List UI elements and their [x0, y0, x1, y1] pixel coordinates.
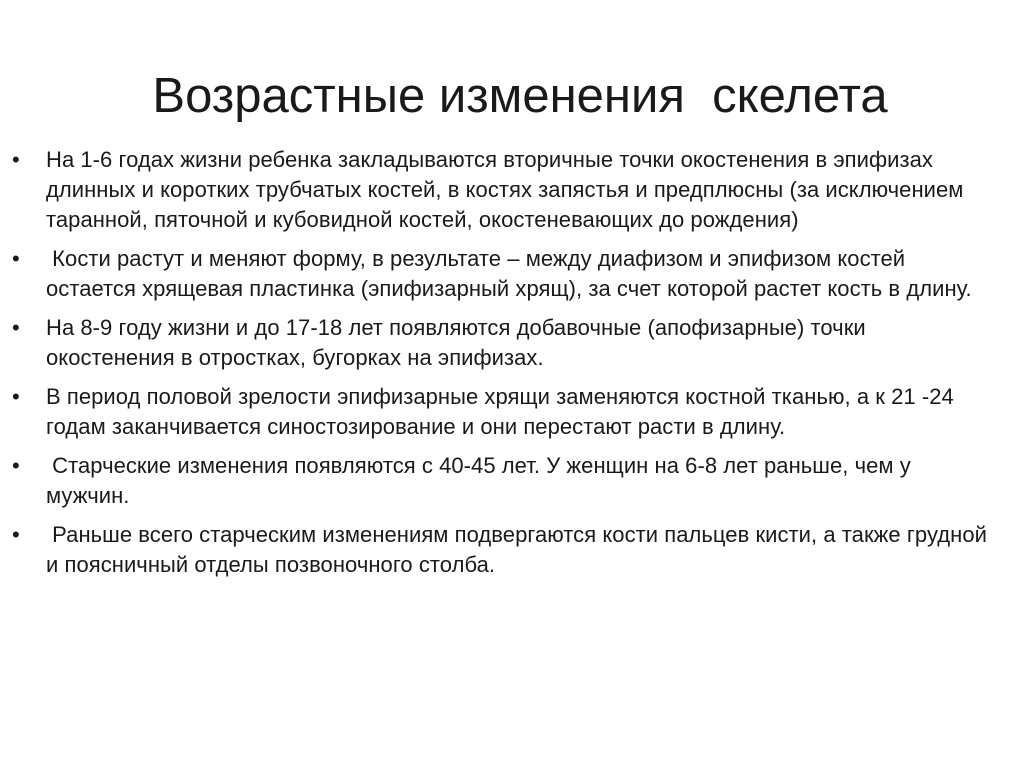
- bullet-icon: •: [12, 522, 20, 547]
- bullet-icon: •: [12, 384, 20, 409]
- slide-title: Возрастные изменения скелета: [152, 69, 888, 123]
- list-item: [12, 244, 997, 304]
- bullet-text: Кости растут и меняют форму, в результате – между диафизом и эпифизом костей остается хрящевая пластинка (эпифизарный хрящ), за счет которой растет кость в длину.: [46, 246, 972, 301]
- list-item: [12, 520, 997, 580]
- bullet-text: Старческие изменения появляются с 40-45 лет. У женщин на 6-8 лет раньше, чем у мужчин.: [46, 453, 917, 508]
- bullet-list: [12, 145, 997, 589]
- bullet-icon: •: [12, 246, 20, 271]
- list-item: [12, 451, 997, 511]
- list-item: [12, 313, 997, 373]
- bullet-text: Раньше всего старческим изменениям подвергаются кости пальцев кисти, а также грудной и поясничный отделы позвоночного столба.: [46, 522, 994, 577]
- bullet-icon: •: [12, 453, 20, 478]
- list-item: [12, 382, 997, 442]
- bullet-icon: •: [12, 315, 20, 340]
- list-item: [12, 145, 997, 235]
- bullet-text: В период половой зрелости эпифизарные хрящи заменяются костной тканью, а к 21 -24 годам заканчивается синостозирование и они перестают расти в длину.: [46, 384, 960, 439]
- bullet-text: На 8-9 году жизни и до 17-18 лет появляются добавочные (апофизарные) точки окостенения в отростках, бугорках на эпифизах.: [46, 315, 872, 370]
- bullet-icon: •: [12, 147, 20, 172]
- bullet-text: На 1-6 годах жизни ребенка закладываются вторичные точки окостенения в эпифизах длинных и коротких трубчатых костей, в костях запястья и предплюсны (за исключением таранной, пяточной и кубовидной костей, окостеневающих до рождения): [46, 147, 970, 232]
